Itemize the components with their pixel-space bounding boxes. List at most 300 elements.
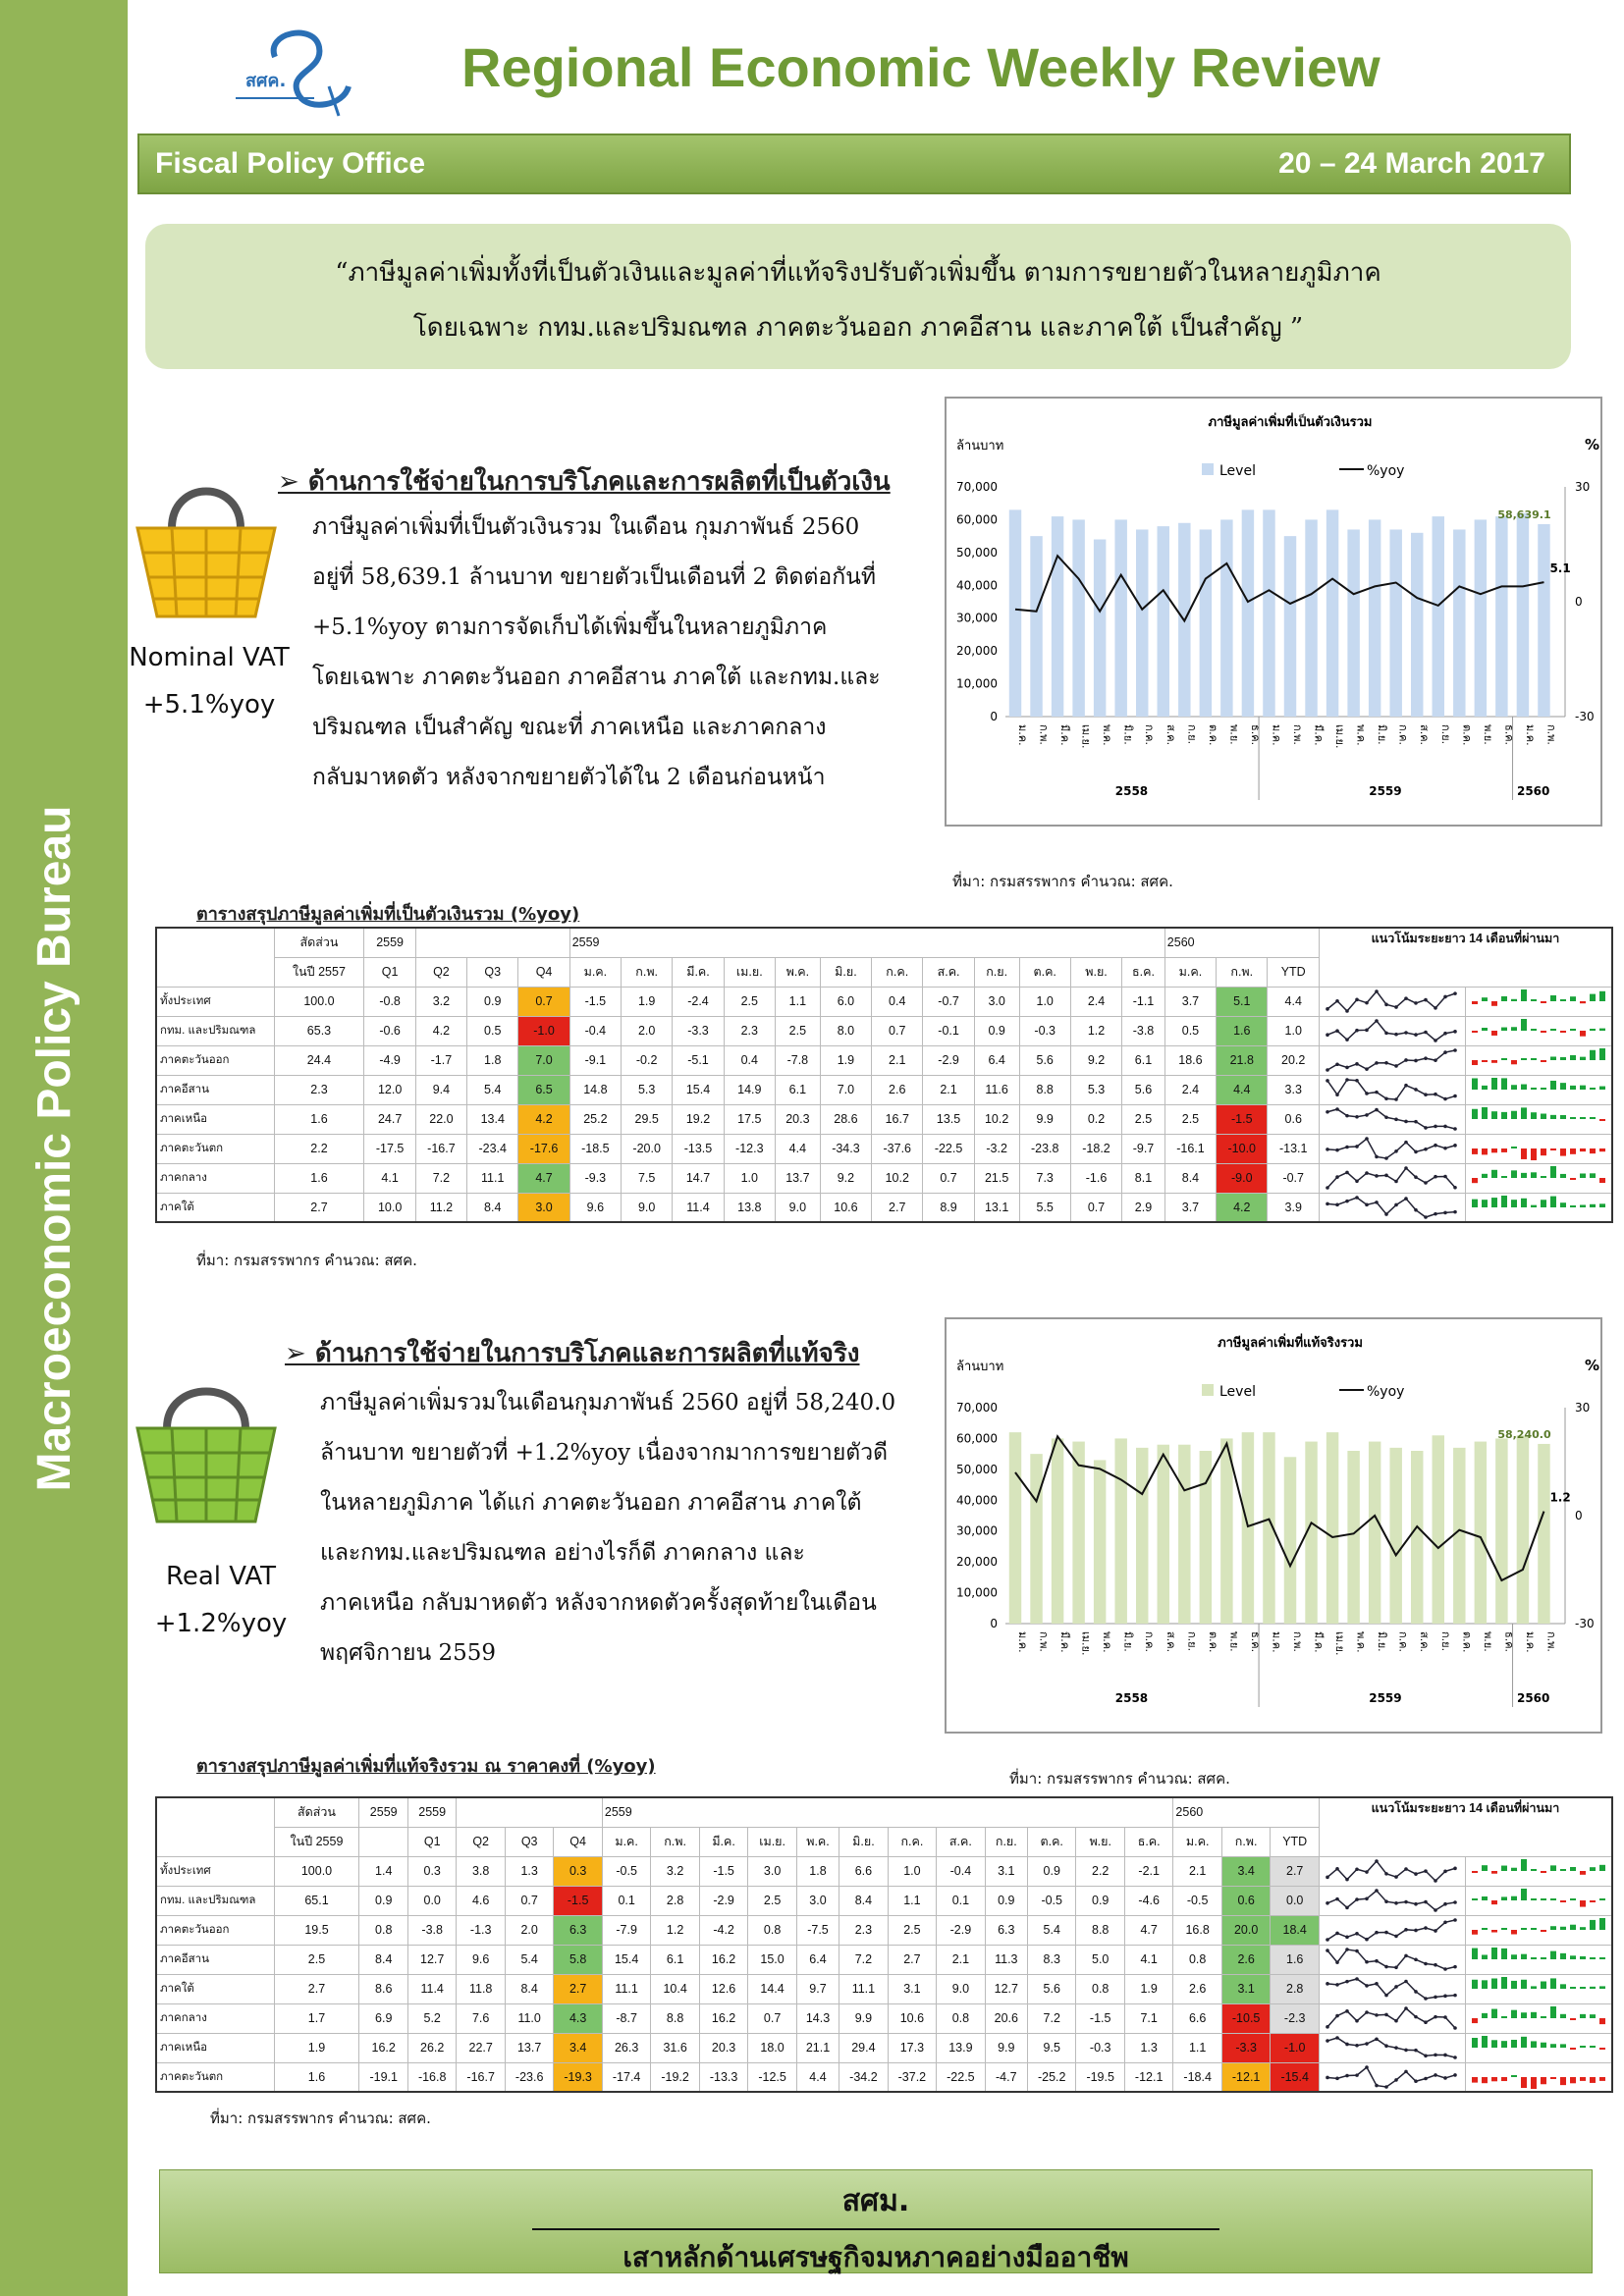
sparkline-point bbox=[1345, 2009, 1349, 2013]
trend-bar bbox=[1550, 1978, 1556, 1989]
value-cell: 3.3 bbox=[1268, 1075, 1320, 1104]
share-cell: 2.3 bbox=[274, 1075, 364, 1104]
region-name: ภาคเหนือ bbox=[156, 1104, 274, 1134]
sparkline-point bbox=[1365, 1137, 1369, 1141]
value-cell: 0.3 bbox=[554, 1856, 602, 1886]
sparkline-point bbox=[1404, 2049, 1408, 2053]
value-cell: 29.4 bbox=[839, 2033, 888, 2062]
value-cell: 5.0 bbox=[1076, 1945, 1124, 1974]
sparkline-point bbox=[1326, 1982, 1329, 1986]
sparkline-point bbox=[1394, 1202, 1398, 1206]
value-cell: 4.7 bbox=[1124, 1915, 1172, 1945]
value-cell: 0.2 bbox=[1070, 1104, 1121, 1134]
value-cell: 20.0 bbox=[1221, 1915, 1270, 1945]
value-cell: 5.6 bbox=[1019, 1045, 1070, 1075]
value-cell: 0.7 bbox=[518, 987, 569, 1016]
trend-line-cell bbox=[1320, 1016, 1466, 1045]
value-cell: 18.0 bbox=[748, 2033, 796, 2062]
trend-bar bbox=[1570, 1987, 1576, 1989]
value-cell: 20.6 bbox=[985, 2003, 1027, 2033]
value-cell: 16.8 bbox=[1173, 1915, 1221, 1945]
year-cell: 16.2 bbox=[359, 2033, 407, 2062]
sparkline-point bbox=[1365, 1984, 1369, 1988]
sparkline-point bbox=[1394, 1097, 1398, 1101]
y-tick-label: 50,000 bbox=[956, 1462, 998, 1476]
year-cell: 1.4 bbox=[359, 1856, 407, 1886]
level-bar bbox=[1369, 519, 1380, 717]
sparkline-point bbox=[1414, 1175, 1418, 1179]
trend-bar bbox=[1472, 1178, 1478, 1183]
sparkline-point bbox=[1414, 2015, 1418, 2019]
trend-header: แนวโน้มระยะยาว 14 เดือนที่ผ่านมา bbox=[1320, 1797, 1613, 1856]
column-header: ก.พ. bbox=[1217, 957, 1268, 987]
value-cell: 2.5 bbox=[724, 987, 775, 1016]
trend-bar bbox=[1590, 2014, 1596, 2018]
trend-bar bbox=[1531, 1928, 1537, 1930]
trend-bar-cell bbox=[1466, 1104, 1613, 1134]
trend-bar bbox=[1550, 2044, 1556, 2048]
legend-label: %yoy bbox=[1367, 463, 1405, 479]
column-header: พ.ค. bbox=[775, 957, 820, 987]
trend-bar bbox=[1521, 2077, 1527, 2088]
level-bar bbox=[1347, 1451, 1359, 1624]
value-cell: -0.1 bbox=[923, 1016, 974, 1045]
sparkline-point bbox=[1384, 1965, 1388, 1969]
trend-bar bbox=[1491, 1900, 1497, 1904]
y-tick-label: 70,000 bbox=[956, 480, 998, 494]
trend-bar bbox=[1590, 1920, 1596, 1930]
column-header: ม.ค. bbox=[1164, 957, 1216, 987]
value-cell: -9.0 bbox=[1217, 1163, 1268, 1193]
trend-bar bbox=[1570, 1925, 1576, 1930]
sparkline-point bbox=[1335, 2036, 1339, 2040]
value-cell: -18.5 bbox=[569, 1134, 621, 1163]
value-cell: 13.5 bbox=[923, 1104, 974, 1134]
sparkline-point bbox=[1326, 1876, 1329, 1880]
value-cell: 5.4 bbox=[505, 1945, 553, 1974]
value-cell: 21.5 bbox=[974, 1163, 1019, 1193]
trend-bar-cell bbox=[1466, 2003, 1613, 2033]
sparkline-point bbox=[1434, 1006, 1437, 1010]
level-annotation: 58,240.0 bbox=[1497, 1427, 1551, 1441]
x-tick-label: ธ.ค. bbox=[1502, 724, 1516, 746]
sparkline-point bbox=[1375, 1889, 1379, 1893]
value-cell: 11.0 bbox=[505, 2003, 553, 2033]
sparkline-point bbox=[1375, 1091, 1379, 1095]
value-cell: -0.5 bbox=[1173, 1886, 1221, 1915]
value-cell: 0.7 bbox=[872, 1016, 923, 1045]
share-cell: 65.3 bbox=[274, 1016, 364, 1045]
x-tick-label: มี.ค. bbox=[1058, 724, 1072, 746]
x-tick-label: เม.ย. bbox=[1333, 1631, 1347, 1656]
trend-bar bbox=[1580, 1173, 1586, 1178]
value-cell: 5.4 bbox=[1027, 1915, 1075, 1945]
value-cell: -10.5 bbox=[1221, 2003, 1270, 2033]
trend-bar bbox=[1472, 2077, 1478, 2083]
level-bar bbox=[1200, 529, 1212, 717]
summary-quote bbox=[145, 224, 1571, 369]
trend-bar bbox=[1531, 1204, 1537, 1206]
share-cell: 100.0 bbox=[274, 1856, 359, 1886]
value-cell: -3.8 bbox=[407, 1915, 456, 1945]
sparkline-point bbox=[1335, 1202, 1339, 1206]
value-cell: 4.2 bbox=[1217, 1193, 1268, 1222]
sparkline-point bbox=[1355, 2073, 1359, 2077]
section2-source: ที่มา: กรมสรรพากร คำนวณ: สศค. bbox=[1009, 1770, 1230, 1788]
sparkline-point bbox=[1355, 1079, 1359, 1083]
value-cell: 12.7 bbox=[407, 1945, 456, 1974]
trend-bar bbox=[1472, 1871, 1478, 1873]
trend-bar bbox=[1541, 1982, 1546, 1990]
value-cell: -9.1 bbox=[569, 1045, 621, 1075]
sparkline-point bbox=[1453, 1994, 1457, 1998]
value-cell: 2.5 bbox=[748, 1886, 796, 1915]
trend-bar-cell bbox=[1466, 987, 1613, 1016]
real-vat-badge bbox=[137, 1553, 304, 1647]
sparkline-point bbox=[1414, 1990, 1418, 1994]
year-label: 2558 bbox=[1114, 784, 1149, 798]
sparkline-point bbox=[1404, 1058, 1408, 1062]
trend-bar bbox=[1511, 1930, 1517, 1935]
value-cell: 1.1 bbox=[1173, 2033, 1221, 2062]
footer-divider bbox=[532, 2228, 1219, 2230]
value-cell: 14.7 bbox=[673, 1163, 724, 1193]
x-tick-label: พ.ย. bbox=[1481, 1631, 1494, 1652]
trend-line-cell bbox=[1320, 2033, 1466, 2062]
x-tick-label: พ.ย. bbox=[1227, 724, 1241, 745]
x-tick-label: มิ.ย. bbox=[1376, 724, 1389, 745]
trend-bar bbox=[1570, 2077, 1576, 2083]
trend-bar bbox=[1511, 1147, 1517, 1148]
sparkline-point bbox=[1355, 1115, 1359, 1119]
trend-bar bbox=[1560, 1174, 1566, 1178]
value-cell: 4.6 bbox=[457, 1886, 505, 1915]
region-name: ภาคใต้ bbox=[156, 1974, 274, 2003]
trend-bar bbox=[1531, 1148, 1537, 1160]
value-cell: -12.3 bbox=[724, 1134, 775, 1163]
sparkline-point bbox=[1453, 2026, 1457, 2030]
sparkline-point bbox=[1414, 1120, 1418, 1124]
value-cell: 3.0 bbox=[748, 1856, 796, 1886]
trend-bar bbox=[1491, 1001, 1497, 1006]
sparkline-point bbox=[1414, 1872, 1418, 1876]
value-cell: -0.8 bbox=[364, 987, 415, 1016]
trend-bar bbox=[1599, 991, 1605, 1001]
level-bar bbox=[1094, 539, 1106, 717]
value-cell: -0.7 bbox=[1268, 1163, 1320, 1193]
footer-org: สศม. bbox=[841, 2184, 910, 2218]
trend-bar bbox=[1482, 1028, 1488, 1031]
value-cell: 10.4 bbox=[651, 1974, 699, 2003]
sparkline-point bbox=[1326, 1110, 1329, 1114]
value-cell: -1.0 bbox=[1271, 2033, 1320, 2062]
trend-bar bbox=[1511, 1954, 1517, 1959]
value-cell: 13.4 bbox=[467, 1104, 518, 1134]
value-cell: -3.3 bbox=[1221, 2033, 1270, 2062]
value-cell: 2.5 bbox=[1122, 1104, 1165, 1134]
column-header: ม.ค. bbox=[1173, 1827, 1221, 1856]
win-loss-bars bbox=[1466, 1076, 1611, 1103]
trend-bar bbox=[1599, 1087, 1605, 1090]
legend-label: Level bbox=[1219, 1384, 1256, 1400]
sparkline-point bbox=[1424, 1148, 1428, 1151]
y-tick-label: 10,000 bbox=[956, 676, 998, 691]
sparkline-point bbox=[1424, 998, 1428, 1002]
sparkline-point bbox=[1355, 1932, 1359, 1936]
y-tick-label: 40,000 bbox=[956, 1493, 998, 1508]
y-tick-label: 50,000 bbox=[956, 545, 998, 560]
level-bar bbox=[1369, 1442, 1380, 1624]
value-cell: 14.8 bbox=[569, 1075, 621, 1104]
sparkline-point bbox=[1434, 1929, 1437, 1933]
y2-axis-label: % bbox=[1585, 436, 1600, 454]
sparkline-point bbox=[1434, 1039, 1437, 1042]
value-cell: 0.9 bbox=[985, 1886, 1027, 1915]
trend-header: แนวโน้มระยะยาว 14 เดือนที่ผ่านมา bbox=[1320, 928, 1613, 987]
section1-line: ปริมณฑล เป็นสำคัญ ขณะที่ ภาคเหนือ และภาคกลาง bbox=[312, 715, 827, 740]
nominal-vat-chart bbox=[945, 397, 1602, 827]
level-bar bbox=[1284, 536, 1296, 717]
sparkline-point bbox=[1335, 1960, 1339, 1964]
sparkline-point bbox=[1404, 1980, 1408, 1984]
sparkline-point bbox=[1365, 1113, 1369, 1117]
trend-bar bbox=[1570, 1867, 1576, 1871]
trend-bar bbox=[1521, 1199, 1527, 1207]
value-cell: 0.5 bbox=[467, 1016, 518, 1045]
trend-line-cell bbox=[1320, 1104, 1466, 1134]
sparkline-point bbox=[1375, 1859, 1379, 1863]
value-cell: 7.3 bbox=[1019, 1163, 1070, 1193]
year-cell: 8.4 bbox=[359, 1945, 407, 1974]
column-header: ก.พ. bbox=[622, 957, 673, 987]
share-header: สัดส่วน bbox=[274, 928, 364, 957]
trend-bar bbox=[1511, 1896, 1517, 1900]
value-cell: 25.2 bbox=[569, 1104, 621, 1134]
trend-bar bbox=[1599, 1898, 1605, 1900]
sparkline-point bbox=[1335, 2076, 1339, 2080]
value-cell: 6.5 bbox=[518, 1075, 569, 1104]
sparkline-point bbox=[1384, 1096, 1388, 1100]
x-tick-label: พ.ค. bbox=[1101, 724, 1114, 746]
trend-bar bbox=[1491, 1060, 1497, 1063]
value-cell: -2.9 bbox=[937, 1915, 985, 1945]
trend-bar bbox=[1560, 1984, 1566, 1989]
sparkline-point bbox=[1424, 1900, 1428, 1904]
value-cell: 4.1 bbox=[364, 1163, 415, 1193]
sparkline-point bbox=[1375, 1982, 1379, 1986]
trend-bar bbox=[1531, 1172, 1537, 1178]
x-tick-label: ก.ย. bbox=[1185, 724, 1199, 745]
sparkline-point bbox=[1345, 1038, 1349, 1041]
trend-bar bbox=[1501, 1949, 1507, 1959]
value-cell: 0.4 bbox=[724, 1045, 775, 1075]
value-cell: 5.6 bbox=[1027, 1974, 1075, 2003]
value-cell: 9.9 bbox=[1019, 1104, 1070, 1134]
trend-bar bbox=[1472, 1078, 1478, 1090]
column-header: ส.ค. bbox=[937, 1827, 985, 1856]
sparkline-point bbox=[1414, 1957, 1418, 1961]
x-tick-label: ก.ย. bbox=[1438, 724, 1452, 745]
x-tick-label: ก.พ. bbox=[1291, 1631, 1304, 1652]
sparkline-point bbox=[1335, 1932, 1339, 1936]
table-row bbox=[156, 2033, 1612, 2062]
value-cell: 1.0 bbox=[724, 1163, 775, 1193]
trend-bar bbox=[1521, 1107, 1527, 1119]
trend-bar bbox=[1590, 1957, 1596, 1959]
sparkline-point bbox=[1375, 1019, 1379, 1023]
value-cell: 3.1 bbox=[985, 1856, 1027, 1886]
year-cell: 0.8 bbox=[359, 1915, 407, 1945]
x-tick-label: มี.ค. bbox=[1312, 1631, 1326, 1653]
level-bar bbox=[1030, 536, 1042, 717]
section2-heading: ➢ ด้านการใช้จ่ายในการบริโภคและการผลิตที่แท้จริง bbox=[285, 1339, 860, 1368]
sparkline-point bbox=[1404, 2006, 1408, 2010]
sparkline-point bbox=[1335, 1029, 1339, 1033]
sparkline bbox=[1320, 1017, 1465, 1044]
value-cell: -2.1 bbox=[1124, 1856, 1172, 1886]
level-bar bbox=[1495, 516, 1507, 717]
trend-bar bbox=[1541, 1898, 1546, 1900]
trend-bar bbox=[1541, 1088, 1546, 1090]
trend-bar-cell bbox=[1466, 1886, 1613, 1915]
value-cell: 14.9 bbox=[724, 1075, 775, 1104]
trend-bar bbox=[1580, 1927, 1586, 1930]
trend-line-cell bbox=[1320, 2062, 1466, 2092]
sparkline-point bbox=[1384, 1174, 1388, 1178]
value-cell: 0.0 bbox=[407, 1886, 456, 1915]
trend-bar bbox=[1560, 1057, 1566, 1060]
column-header: ส.ค. bbox=[923, 957, 974, 987]
value-cell: 2.5 bbox=[1164, 1104, 1216, 1134]
value-cell: -1.3 bbox=[457, 1915, 505, 1945]
value-cell: 31.6 bbox=[651, 2033, 699, 2062]
value-cell: 0.6 bbox=[1268, 1104, 1320, 1134]
sparkline-point bbox=[1424, 1181, 1428, 1185]
level-bar bbox=[1433, 1435, 1444, 1624]
trend-bar bbox=[1531, 999, 1537, 1001]
level-bar bbox=[1052, 516, 1063, 717]
trend-bar bbox=[1511, 1981, 1517, 1989]
sparkline-point bbox=[1453, 1095, 1457, 1098]
sparkline-point bbox=[1326, 1201, 1329, 1205]
level-bar bbox=[1158, 526, 1169, 717]
trend-bar bbox=[1570, 1029, 1576, 1031]
trend-bar bbox=[1570, 2018, 1576, 2020]
trend-bar bbox=[1501, 2016, 1507, 2018]
sparkline-point bbox=[1443, 1902, 1447, 1906]
sparkline-point bbox=[1384, 1156, 1388, 1160]
trend-bar bbox=[1560, 1900, 1566, 1902]
sparkline-point bbox=[1443, 1995, 1447, 1999]
column-header: YTD bbox=[1268, 957, 1320, 987]
sparkline-point bbox=[1355, 2019, 1359, 2023]
value-cell: 2.6 bbox=[872, 1075, 923, 1104]
x-tick-label: เม.ย. bbox=[1079, 1631, 1093, 1656]
sparkline-point bbox=[1375, 1174, 1379, 1178]
table-row bbox=[156, 1163, 1612, 1193]
level-bar bbox=[1094, 1460, 1106, 1624]
trend-bar bbox=[1560, 2044, 1566, 2048]
trend-bar-cell bbox=[1466, 1193, 1613, 1222]
win-loss-bars bbox=[1466, 1105, 1611, 1133]
sparkline-point bbox=[1394, 1064, 1398, 1068]
blank-cell bbox=[415, 928, 569, 957]
trend-bar bbox=[1570, 2048, 1576, 2050]
trend-bar bbox=[1482, 1107, 1488, 1119]
value-cell: 0.9 bbox=[1076, 1886, 1124, 1915]
trend-bar bbox=[1501, 1977, 1507, 1989]
value-cell: 2.0 bbox=[622, 1016, 673, 1045]
trend-bar bbox=[1599, 2048, 1605, 2050]
value-cell: -23.8 bbox=[1019, 1134, 1070, 1163]
win-loss-bars bbox=[1466, 1946, 1611, 1973]
value-cell: 7.6 bbox=[457, 2003, 505, 2033]
value-cell: -12.5 bbox=[748, 2062, 796, 2092]
year-label: 2559 bbox=[1369, 784, 1402, 798]
value-cell: 2.7 bbox=[554, 1974, 602, 2003]
value-cell: -17.4 bbox=[602, 2062, 650, 2092]
sparkline-point bbox=[1414, 1208, 1418, 1212]
x-tick-label: ก.พ. bbox=[1037, 724, 1051, 745]
level-bar bbox=[1030, 1454, 1042, 1624]
value-cell: 3.4 bbox=[1221, 1856, 1270, 1886]
trend-bar bbox=[1501, 1866, 1507, 1871]
sparkline-point bbox=[1434, 2054, 1437, 2057]
trend-bar bbox=[1541, 2016, 1546, 2018]
trend-bar bbox=[1560, 1148, 1566, 1156]
x-tick-label: ม.ค. bbox=[1270, 1631, 1283, 1653]
sparkline-point bbox=[1335, 1093, 1339, 1096]
year-label: 2560 bbox=[1516, 784, 1550, 798]
sparkline-point bbox=[1384, 1931, 1388, 1935]
value-cell: 9.0 bbox=[937, 1974, 985, 2003]
sparkline-point bbox=[1434, 1996, 1437, 2000]
win-loss-bars bbox=[1466, 2034, 1611, 2061]
yellow-basket-icon bbox=[128, 469, 285, 636]
value-cell: 2.8 bbox=[651, 1886, 699, 1915]
trend-bar bbox=[1599, 1048, 1605, 1060]
value-cell: 9.6 bbox=[457, 1945, 505, 1974]
trend-bar bbox=[1560, 2077, 1566, 2085]
value-cell: 4.4 bbox=[775, 1134, 820, 1163]
value-cell: 10.6 bbox=[888, 2003, 936, 2033]
sparkline-point bbox=[1355, 998, 1359, 1002]
footer-slogan: เสาหลักด้านเศรษฐกิจมหภาคอย่างมืออาชีพ bbox=[623, 2241, 1129, 2273]
sparkline-point bbox=[1365, 1001, 1369, 1005]
trend-bar bbox=[1521, 1085, 1527, 1090]
trend-bar bbox=[1501, 1176, 1507, 1178]
value-cell: 5.3 bbox=[1070, 1075, 1121, 1104]
sparkline-point bbox=[1384, 2085, 1388, 2089]
trend-bar bbox=[1531, 2041, 1537, 2048]
value-cell: 3.0 bbox=[974, 987, 1019, 1016]
trend-bar bbox=[1590, 1987, 1596, 1989]
sparkline-point bbox=[1365, 1960, 1369, 1964]
value-cell: 11.1 bbox=[467, 1163, 518, 1193]
trend-bar bbox=[1541, 1176, 1546, 1178]
level-bar bbox=[1263, 509, 1274, 717]
value-cell: 2.9 bbox=[1122, 1193, 1165, 1222]
column-header: Q2 bbox=[415, 957, 466, 987]
table-row bbox=[156, 1915, 1612, 1945]
y2-tick-label: -30 bbox=[1575, 710, 1595, 723]
value-cell: 2.1 bbox=[872, 1045, 923, 1075]
sparkline-point bbox=[1384, 1032, 1388, 1036]
x-tick-label: ธ.ค. bbox=[1248, 724, 1262, 746]
sparkline-point bbox=[1326, 2075, 1329, 2079]
sparkline bbox=[1320, 1076, 1465, 1103]
trend-line-cell bbox=[1320, 2003, 1466, 2033]
